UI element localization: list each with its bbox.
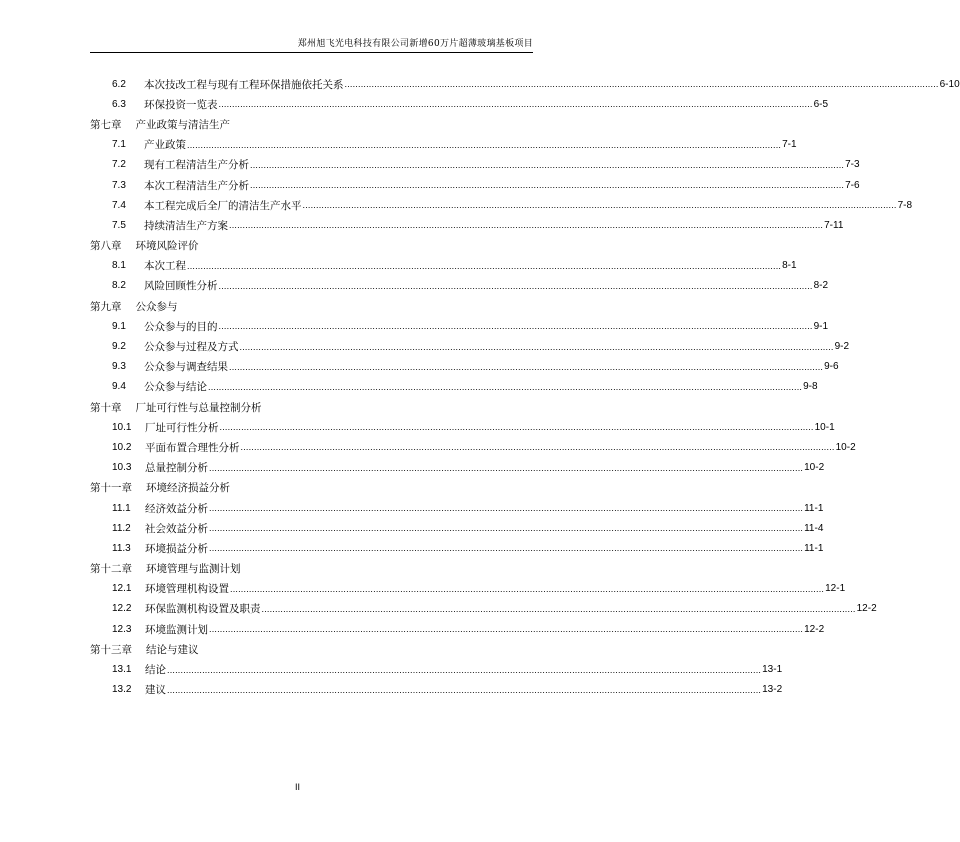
- section-title: 总量控制分析: [145, 462, 208, 475]
- chapter-label: 第十一章: [90, 482, 132, 495]
- dot-leader: ............................................................................................................................................................................................................................: [187, 139, 782, 150]
- page-ref: 10-2: [804, 462, 825, 474]
- section-title: 环保投资一览表: [144, 98, 218, 111]
- section-title: 本次工程: [144, 260, 186, 273]
- dot-leader: ............................................................................................................................................................................................................................: [261, 603, 856, 614]
- section-number: 13.2: [112, 684, 132, 696]
- toc-entry: [90, 619, 825, 639]
- section-number: 7.3: [112, 179, 126, 191]
- page-ref: 12-2: [856, 603, 877, 615]
- section-title: 环境监测计划: [145, 623, 208, 636]
- table-of-contents: [90, 74, 960, 700]
- toc-entry: [90, 195, 913, 215]
- page-ref: 6-5: [813, 98, 829, 110]
- dot-leader: ............................................................................................................................................................................................................................: [187, 260, 782, 271]
- page-number: II: [294, 782, 300, 792]
- dot-leader: ............................................................................................................................................................................................................................: [250, 180, 845, 191]
- page-ref: 12-1: [825, 583, 846, 595]
- chapter-title: 环境经济损益分析: [146, 482, 230, 495]
- section-title: 本次技改工程与现有工程环保措施依托关系: [144, 78, 344, 91]
- dot-leader: ............................................................................................................................................................................................................................: [240, 442, 835, 453]
- section-number: 7.5: [112, 219, 126, 231]
- dot-leader: ............................................................................................................................................................................................................................: [209, 462, 804, 473]
- toc-entry: [90, 276, 829, 296]
- dot-leader: ............................................................................................................................................................................................................................: [167, 664, 762, 675]
- toc-entry: [90, 94, 829, 114]
- toc-chapter-heading: [90, 559, 533, 579]
- dot-leader: ............................................................................................................................................................................................................................: [167, 684, 762, 695]
- chapter-label: 第十章: [90, 401, 122, 414]
- page-ref: 8-1: [782, 260, 797, 272]
- page-ref: 9-1: [813, 320, 829, 332]
- section-number: 9.2: [112, 341, 126, 353]
- dot-leader: ............................................................................................................................................................................................................................: [219, 422, 814, 433]
- section-title: 公众参与过程及方式: [144, 341, 239, 354]
- section-title: 公众参与结论: [144, 381, 207, 394]
- section-title: 平面布置合理性分析: [145, 441, 240, 454]
- section-number: 10.1: [112, 421, 132, 433]
- toc-entry: [90, 518, 824, 538]
- page-ref: 7-6: [845, 179, 860, 191]
- section-number: 6.3: [112, 98, 126, 110]
- section-number: 6.2: [112, 78, 126, 90]
- chapter-label: 第十三章: [90, 643, 132, 656]
- dot-leader: ............................................................................................................................................................................................................................: [229, 361, 824, 372]
- dot-leader: ............................................................................................................................................................................................................................: [218, 99, 813, 110]
- section-number: 7.4: [112, 199, 126, 211]
- section-number: 11.3: [112, 542, 131, 554]
- toc-entry: [90, 336, 850, 356]
- dot-leader: ............................................................................................................................................................................................................................: [230, 583, 825, 594]
- toc-entry: [90, 175, 860, 195]
- page-ref: 7-3: [845, 159, 860, 171]
- dot-leader: ............................................................................................................................................................................................................................: [208, 381, 803, 392]
- toc-chapter-heading: [90, 639, 533, 659]
- toc-entry: [90, 498, 824, 518]
- section-number: 13.1: [112, 664, 132, 676]
- toc-entry: [90, 680, 783, 700]
- dot-leader: ............................................................................................................................................................................................................................: [209, 624, 804, 635]
- page-ref: 9-2: [834, 341, 850, 353]
- page-ref: 8-2: [813, 280, 829, 292]
- chapter-title: 环境风险评价: [135, 240, 199, 253]
- page-ref: 9-8: [803, 381, 818, 393]
- page-ref: 11-1: [804, 542, 824, 554]
- section-number: 8.2: [112, 280, 126, 292]
- section-title: 本工程完成后全厂的清洁生产水平: [144, 199, 302, 212]
- toc-entry: [90, 155, 860, 175]
- section-number: 10.2: [112, 441, 132, 453]
- page-ref: 9-6: [824, 361, 839, 373]
- dot-leader: ............................................................................................................................................................................................................................: [218, 280, 813, 291]
- page-ref: 13-1: [762, 664, 783, 676]
- section-title: 产业政策: [144, 139, 186, 152]
- toc-entry: [90, 74, 960, 94]
- dot-leader: ............................................................................................................................................................................................................................: [344, 79, 939, 90]
- toc-entry: [90, 316, 829, 336]
- section-title: 经济效益分析: [145, 502, 208, 515]
- chapter-label: 第八章: [90, 240, 122, 253]
- page-ref: 11-4: [804, 522, 824, 534]
- dot-leader: ............................................................................................................................................................................................................................: [209, 543, 804, 554]
- section-title: 厂址可行性分析: [145, 421, 219, 434]
- page-ref: 12-2: [804, 623, 825, 635]
- chapter-label: 第七章: [90, 118, 122, 131]
- dot-leader: ............................................................................................................................................................................................................................: [239, 341, 834, 352]
- header-title: 郑州旭飞光电科技有限公司新增60万片超薄玻璃基板项目: [297, 39, 533, 49]
- page-ref: 10-2: [835, 441, 856, 453]
- section-title: 环境管理机构设置: [145, 583, 229, 596]
- toc-entry: [90, 437, 856, 457]
- section-number: 8.1: [112, 260, 126, 272]
- toc-entry: [90, 215, 844, 235]
- chapter-label: 第十二章: [90, 563, 132, 576]
- dot-leader: ............................................................................................................................................................................................................................: [302, 200, 897, 211]
- toc-chapter-heading: [90, 114, 533, 134]
- page-ref: 7-11: [824, 219, 844, 231]
- toc-entry: [90, 659, 783, 679]
- section-number: 9.1: [112, 320, 126, 332]
- dot-leader: ............................................................................................................................................................................................................................: [209, 503, 804, 514]
- section-title: 风险回顾性分析: [144, 280, 218, 293]
- toc-entry: [90, 579, 846, 599]
- section-number: 12.2: [112, 603, 132, 615]
- section-number: 9.4: [112, 381, 126, 393]
- dot-leader: ............................................................................................................................................................................................................................: [250, 159, 845, 170]
- dot-leader: ............................................................................................................................................................................................................................: [229, 220, 824, 231]
- toc-entry: [90, 377, 818, 397]
- section-number: 11.1: [112, 502, 131, 514]
- section-title: 本次工程清洁生产分析: [144, 179, 249, 192]
- dot-leader: ............................................................................................................................................................................................................................: [209, 523, 804, 534]
- page-ref: 10-1: [814, 421, 835, 433]
- page-header: [90, 34, 533, 53]
- page-ref: 11-1: [804, 502, 824, 514]
- section-number: 11.2: [112, 522, 131, 534]
- section-title: 环境损益分析: [145, 542, 208, 555]
- section-number: 7.1: [112, 139, 126, 151]
- chapter-title: 产业政策与清洁生产: [135, 118, 230, 131]
- toc-entry: [90, 135, 797, 155]
- toc-entry: [90, 599, 877, 619]
- chapter-title: 公众参与: [135, 300, 178, 313]
- page-ref: 6-10: [939, 78, 960, 90]
- toc-entry: [90, 538, 824, 558]
- chapter-label: 第九章: [90, 300, 122, 313]
- chapter-title: 环境管理与监测计划: [146, 563, 241, 576]
- dot-leader: ............................................................................................................................................................................................................................: [218, 321, 813, 332]
- page-ref: 13-2: [762, 684, 783, 696]
- toc-entry: [90, 417, 835, 437]
- section-number: 12.1: [112, 583, 132, 595]
- section-title: 建议: [145, 684, 166, 697]
- toc-chapter-heading: [90, 478, 533, 498]
- toc-chapter-heading: [90, 236, 533, 256]
- toc-entry: [90, 458, 825, 478]
- section-title: 环保监测机构设置及职责: [145, 603, 261, 616]
- toc-entry: [90, 357, 839, 377]
- section-number: 12.3: [112, 623, 132, 635]
- toc-chapter-heading: [90, 397, 533, 417]
- chapter-title: 结论与建议: [146, 643, 199, 656]
- toc-entry: [90, 256, 797, 276]
- section-title: 结论: [145, 664, 166, 677]
- section-title: 社会效益分析: [145, 522, 208, 535]
- section-number: 10.3: [112, 462, 132, 474]
- page-ref: 7-1: [782, 139, 797, 151]
- page-ref: 7-8: [897, 199, 913, 211]
- toc-chapter-heading: [90, 296, 533, 316]
- section-title: 公众参与调查结果: [144, 361, 228, 374]
- section-title: 持续清洁生产方案: [144, 219, 228, 232]
- section-title: 公众参与的目的: [144, 320, 218, 333]
- section-number: 9.3: [112, 361, 126, 373]
- section-title: 现有工程清洁生产分析: [144, 159, 249, 172]
- chapter-title: 厂址可行性与总量控制分析: [135, 401, 262, 414]
- section-number: 7.2: [112, 159, 126, 171]
